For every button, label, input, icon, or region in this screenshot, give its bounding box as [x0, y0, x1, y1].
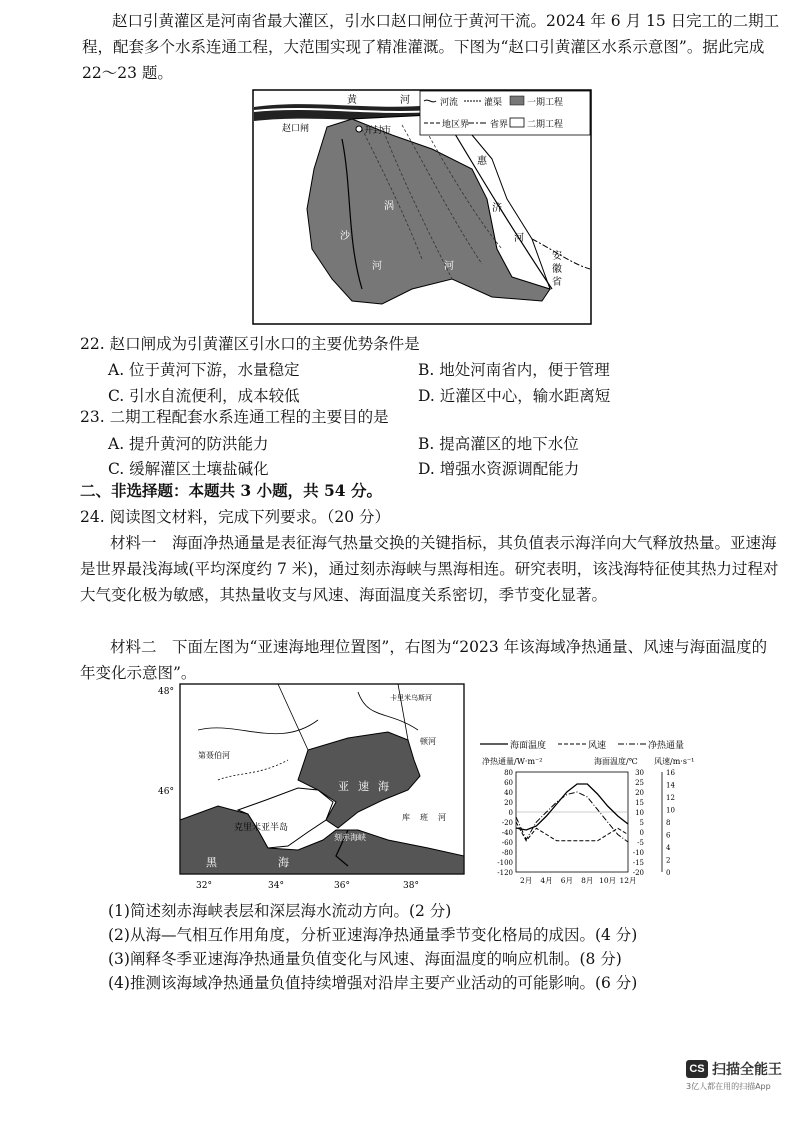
heat-tick-label: -40 [501, 829, 513, 837]
intro-paragraph: 赵口引黄灌区是河南省最大灌区，引水口赵口闸位于黄河干流。2024 年 6 月 15 日完工的二期工程，配套多个水系连通工程，大范围实现了精准灌溉。下图为“赵口引黄灌区水系示意图”。据此完成 22～23 题。 [82, 12, 780, 82]
wind-tick-label: 16 [666, 769, 675, 777]
legend-canal: 灌渠 [484, 98, 503, 108]
label-crimea: 克里米亚半岛 [234, 823, 289, 833]
q23-stem: 23. 二期工程配套水系连通工程的主要目的是 [80, 408, 389, 426]
sst-tick-label: 10 [635, 809, 644, 817]
axis-label-wind: 风速/m·s⁻¹ [654, 757, 695, 766]
plot-frame [516, 772, 628, 872]
wind-tick-label: 12 [666, 794, 675, 802]
x-tick-label: 2月 [520, 876, 533, 885]
q22-option-d: D. 近灌区中心，输水距离短 [418, 387, 611, 405]
wind-tick-label: 2 [666, 856, 671, 865]
sst-tick-label: 0 [639, 829, 644, 837]
heat-tick-label: -120 [497, 869, 513, 877]
axis-label-sst: 海面温度/℃ [594, 757, 638, 766]
azov-climate-chart [478, 738, 714, 894]
sst-tick-label: -5 [637, 839, 644, 847]
legend-heat: 净热通量 [648, 741, 685, 751]
azov-map [158, 680, 470, 892]
label-kuban-2: 班 [420, 813, 428, 822]
x-tick-label: 4月 [540, 876, 553, 885]
sst-tick-label: 30 [635, 769, 644, 777]
q23-option-d: D. 增强水资源调配能力 [418, 460, 580, 478]
q24-sub3: (3)阐释冬季亚速海净热通量负值变化与风速、海面温度的响应机制。(8 分) [108, 950, 622, 968]
label-zhaokou: 赵口闸 [282, 124, 310, 134]
label-yellow-2: 河 [400, 95, 410, 106]
lon-38: 38° [403, 881, 419, 891]
wind-series-line [516, 822, 628, 841]
label-guo-2: 河 [444, 261, 454, 272]
label-black-2: 海 [278, 856, 289, 869]
heat-tick-label: -100 [497, 859, 513, 867]
axis-label-heat: 净热通量/W·m⁻² [482, 757, 543, 766]
q23-option-c: C. 缓解灌区土壤盐碱化 [108, 460, 269, 478]
scanner-name: 扫描全能王 [712, 1062, 782, 1078]
label-anhui-2: 徽 [552, 264, 562, 275]
x-tick-label: 6月 [560, 876, 574, 885]
label-don: 顿河 [420, 737, 436, 746]
heat-tick-label: 80 [504, 769, 513, 777]
heat-tick-label: -20 [501, 819, 513, 827]
heat-tick-label: 0 [508, 809, 513, 817]
sst-tick-label: -20 [632, 869, 644, 877]
q22-option-b: B. 地处河南省内，便于管理 [418, 361, 610, 379]
wind-tick-label: 14 [666, 781, 675, 790]
label-anhui-1: 安 [552, 251, 562, 262]
lon-36: 36° [334, 881, 350, 891]
legend-sst: 海面温度 [510, 741, 547, 751]
scanner-tagline: 3亿人都在用的扫描App [686, 1082, 771, 1091]
wind-tick-label: 10 [666, 806, 675, 815]
legend-district: 地区界 [442, 120, 470, 130]
q24-stem: 24. 阅读图文材料，完成下列要求。（20 分） [80, 508, 390, 526]
label-black-1: 黑 [206, 856, 217, 869]
heat-tick-label: -80 [501, 849, 513, 857]
label-yellow-1: 黄 [347, 95, 357, 106]
q24-material-1: 材料一 海面净热通量是表征海气热量交换的关键指标，其负值表示海洋向大气释放热量。亚速海是世界最浅海域(平均深度约 7 米)，通过刻赤海峡与黑海相连。研究表明，该浅海特征使其热力过程对大气变化极为敏感，其热量收支与风速、海面温度关系密切，季节变化显著。 [80, 534, 779, 604]
label-kaifeng: 开封市 [364, 126, 392, 136]
legend-province: 省界 [490, 120, 509, 130]
sst-tick-label: -10 [632, 849, 644, 857]
sst-tick-label: 25 [635, 779, 644, 787]
label-kerch: 刻赤海峡 [334, 833, 366, 842]
q23-option-b: B. 提高灌区的地下水位 [418, 435, 579, 453]
label-azov-2: 速 [358, 780, 369, 793]
irrigation-map [252, 89, 592, 325]
legend-river: 河流 [440, 98, 459, 108]
q22-stem: 22. 赵口闸成为引黄灌区引水口的主要优势条件是 [80, 335, 420, 353]
x-tick-label: 10月 [599, 876, 617, 885]
lon-32: 32° [196, 881, 212, 891]
wind-tick-label: 4 [666, 844, 671, 852]
lat-48: 48° [158, 687, 174, 697]
label-azov-3: 海 [378, 780, 389, 793]
sst-series-line [516, 784, 628, 830]
label-azov-1: 亚 [338, 780, 349, 793]
x-tick-label: 8月 [581, 876, 594, 885]
sst-tick-label: -15 [632, 859, 644, 867]
lon-34: 34° [268, 881, 284, 891]
heat-tick-label: 40 [504, 789, 513, 797]
section-heading: 二、非选择题：本题共 3 小题，共 54 分。 [80, 481, 382, 500]
sst-tick-label: 5 [639, 819, 644, 827]
legend-phase2: 二期工程 [527, 120, 564, 130]
q24-sub1: (1)简述刻赤海峡表层和深层海水流动方向。(2 分) [108, 902, 452, 920]
wind-tick-label: 0 [666, 869, 671, 877]
label-dnieper: 第聂伯河 [198, 751, 230, 760]
label-anhui-3: 省 [552, 277, 562, 288]
legend-phase1: 一期工程 [527, 98, 564, 108]
q24-material-2: 材料二 下面左图为“亚速海地理位置图”，右图为“2023 年该海域净热通量、风速与海面温度的年变化示意图”。 [80, 638, 768, 682]
wind-tick-label: 8 [666, 819, 671, 827]
label-he: 河 [514, 233, 524, 244]
x-tick-label: 12月 [619, 876, 637, 885]
sst-tick-label: 15 [635, 799, 644, 807]
q24-sub2: (2)从海—气相互作用角度，分析亚速海净热通量季节变化格局的成因。(4 分) [108, 926, 638, 944]
legend-wind: 风速 [588, 741, 607, 751]
label-ji: 济 [492, 203, 502, 214]
label-kuban-1: 库 [402, 813, 410, 822]
lat-46: 46° [158, 787, 174, 797]
label-xiao: 河 [372, 261, 382, 272]
q23-option-a: A. 提升黄河的防洪能力 [108, 435, 269, 453]
scanner-logo: CS [686, 1060, 708, 1078]
heat-tick-label: 60 [504, 779, 513, 787]
q22-option-c: C. 引水自流便利，成本较低 [108, 387, 300, 405]
label-sha: 沙 [340, 231, 350, 242]
label-kalmius: 卡里米乌斯河 [390, 694, 432, 702]
heat-tick-label: -60 [501, 839, 513, 847]
q22-option-a: A. 位于黄河下游，水量稳定 [108, 361, 300, 379]
wind-tick-label: 6 [666, 831, 671, 840]
q24-sub4: (4)推测该海域净热通量负值持续增强对沿岸主要产业活动的可能影响。(6 分) [108, 974, 638, 992]
label-guo-1: 涡 [384, 201, 394, 212]
label-kuban-3: 河 [438, 813, 446, 822]
sst-tick-label: 20 [635, 789, 644, 797]
heat-flux-series-line [516, 792, 628, 842]
heat-tick-label: 20 [504, 799, 513, 807]
label-hui: 惠 [477, 156, 487, 167]
